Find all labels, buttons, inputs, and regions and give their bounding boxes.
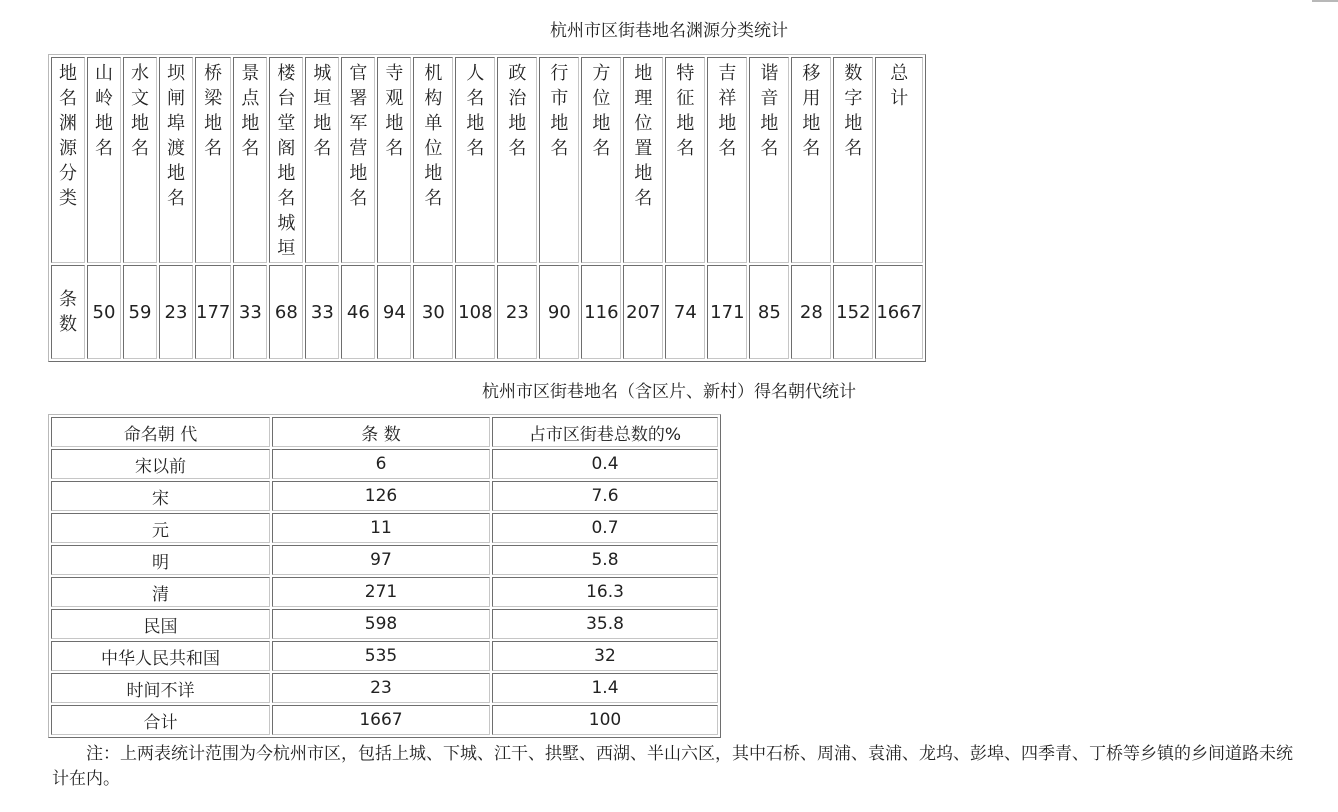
table-row bbox=[51, 481, 718, 511]
column-header-label: 城垣地名 bbox=[313, 63, 332, 159]
value-cell: 68 bbox=[269, 265, 303, 359]
column-header bbox=[833, 57, 873, 263]
column-header bbox=[195, 57, 231, 263]
dynasty-cell: 民国 bbox=[51, 609, 270, 639]
percent-cell: 0.7 bbox=[492, 513, 718, 543]
value-cell: 171 bbox=[707, 265, 747, 359]
column-header bbox=[581, 57, 621, 263]
column-header-label: 坝闸埠渡地名 bbox=[167, 63, 185, 209]
dynasty-cell: 宋 bbox=[51, 481, 270, 511]
percent-cell: 16.3 bbox=[492, 577, 718, 607]
column-header bbox=[875, 57, 923, 263]
dynasty-cell: 清 bbox=[51, 577, 270, 607]
table1-title: 杭州市区街巷地名渊源分类统计 bbox=[550, 21, 788, 41]
column-header-label: 移用地名 bbox=[802, 63, 821, 159]
count-cell: 23 bbox=[272, 673, 490, 703]
row-header-label: 地名渊源分类 bbox=[59, 63, 77, 209]
value-cell: 85 bbox=[749, 265, 789, 359]
value-cell: 152 bbox=[833, 265, 873, 359]
column-header bbox=[707, 57, 747, 263]
dynasty-cell: 宋以前 bbox=[51, 449, 270, 479]
column-header-label: 寺观地名 bbox=[385, 63, 404, 159]
column-header bbox=[377, 57, 411, 263]
dynasty-table bbox=[48, 414, 721, 738]
column-header bbox=[233, 57, 267, 263]
table-row bbox=[51, 609, 718, 639]
table1-row-header-cell bbox=[51, 57, 85, 263]
value-cell: 108 bbox=[455, 265, 495, 359]
dynasty-cell: 合计 bbox=[51, 705, 270, 735]
value-cell: 207 bbox=[623, 265, 663, 359]
dynasty-header: 命名朝 代 bbox=[51, 417, 270, 447]
column-header bbox=[87, 57, 121, 263]
value-cell: 59 bbox=[123, 265, 157, 359]
column-header-label: 政治地名 bbox=[508, 63, 527, 159]
column-header-label: 楼台堂阁地名城垣 bbox=[277, 63, 296, 259]
dynasty-cell: 时间不详 bbox=[51, 673, 270, 703]
count-cell: 97 bbox=[272, 545, 490, 575]
count-header: 条 数 bbox=[272, 417, 490, 447]
column-header-label: 景点地名 bbox=[241, 63, 260, 159]
table-row bbox=[51, 545, 718, 575]
column-header-label: 总计 bbox=[890, 63, 909, 109]
column-header-label: 人名地名 bbox=[466, 63, 485, 159]
percent-cell: 0.4 bbox=[492, 449, 718, 479]
column-header-label: 官署军营地名 bbox=[349, 63, 368, 209]
top-edge-line bbox=[1312, 0, 1338, 2]
column-header bbox=[539, 57, 579, 263]
column-header-label: 机构单位地名 bbox=[424, 63, 443, 209]
column-header bbox=[665, 57, 705, 263]
column-header bbox=[791, 57, 831, 263]
value-cell: 30 bbox=[413, 265, 453, 359]
percent-header: 占市区街巷总数的% bbox=[492, 417, 718, 447]
column-header bbox=[159, 57, 193, 263]
column-header bbox=[497, 57, 537, 263]
column-header-label: 特征地名 bbox=[676, 63, 695, 159]
column-header bbox=[623, 57, 663, 263]
column-header bbox=[305, 57, 339, 263]
footnote: 注：上两表统计范围为今杭州市区，包括上城、下城、江干、拱墅、西湖、半山六区，其中石桥、周浦、袁浦、龙坞、彭埠、四季青、丁桥等乡镇的乡间道路未统计在内。 bbox=[52, 744, 1293, 789]
count-cell: 535 bbox=[272, 641, 490, 671]
table-row bbox=[51, 673, 718, 703]
value-cell: 90 bbox=[539, 265, 579, 359]
count-cell: 6 bbox=[272, 449, 490, 479]
column-header-label: 数字地名 bbox=[844, 63, 863, 159]
value-cell: 74 bbox=[665, 265, 705, 359]
percent-cell: 5.8 bbox=[492, 545, 718, 575]
column-header bbox=[123, 57, 157, 263]
row-label: 条数 bbox=[59, 289, 77, 335]
count-cell: 1667 bbox=[272, 705, 490, 735]
column-header-label: 山岭地名 bbox=[95, 63, 113, 159]
value-cell: 1667 bbox=[875, 265, 923, 359]
value-cell: 46 bbox=[341, 265, 375, 359]
count-cell: 598 bbox=[272, 609, 490, 639]
table2-header-row bbox=[51, 417, 718, 447]
value-cell: 94 bbox=[377, 265, 411, 359]
table-row bbox=[51, 641, 718, 671]
percent-cell: 35.8 bbox=[492, 609, 718, 639]
column-header bbox=[269, 57, 303, 263]
row-label-cell bbox=[51, 265, 85, 359]
column-header bbox=[455, 57, 495, 263]
table-row bbox=[51, 513, 718, 543]
dynasty-cell: 中华人民共和国 bbox=[51, 641, 270, 671]
percent-cell: 1.4 bbox=[492, 673, 718, 703]
column-header-label: 吉祥地名 bbox=[718, 63, 737, 159]
column-header-label: 桥梁地名 bbox=[204, 63, 223, 159]
percent-cell: 100 bbox=[492, 705, 718, 735]
count-cell: 271 bbox=[272, 577, 490, 607]
dynasty-cell: 明 bbox=[51, 545, 270, 575]
column-header bbox=[749, 57, 789, 263]
table-row bbox=[51, 449, 718, 479]
column-header-label: 谐音地名 bbox=[760, 63, 779, 159]
table1-value-row bbox=[51, 265, 923, 359]
table2-title: 杭州市区街巷地名（含区片、新村）得名朝代统计 bbox=[482, 382, 856, 402]
value-cell: 23 bbox=[159, 265, 193, 359]
table-row-total bbox=[51, 705, 718, 735]
table-row bbox=[51, 577, 718, 607]
origin-category-table bbox=[48, 54, 926, 362]
count-cell: 126 bbox=[272, 481, 490, 511]
dynasty-cell: 元 bbox=[51, 513, 270, 543]
column-header bbox=[413, 57, 453, 263]
percent-cell: 7.6 bbox=[492, 481, 718, 511]
count-cell: 11 bbox=[272, 513, 490, 543]
value-cell: 23 bbox=[497, 265, 537, 359]
column-header-label: 水文地名 bbox=[131, 63, 149, 159]
column-header-label: 地理位置地名 bbox=[634, 63, 653, 209]
table1-header-row bbox=[51, 57, 923, 263]
value-cell: 50 bbox=[87, 265, 121, 359]
value-cell: 116 bbox=[581, 265, 621, 359]
column-header bbox=[341, 57, 375, 263]
value-cell: 33 bbox=[305, 265, 339, 359]
column-header-label: 方位地名 bbox=[592, 63, 611, 159]
percent-cell: 32 bbox=[492, 641, 718, 671]
value-cell: 28 bbox=[791, 265, 831, 359]
column-header-label: 行市地名 bbox=[550, 63, 569, 159]
value-cell: 177 bbox=[195, 265, 231, 359]
value-cell: 33 bbox=[233, 265, 267, 359]
